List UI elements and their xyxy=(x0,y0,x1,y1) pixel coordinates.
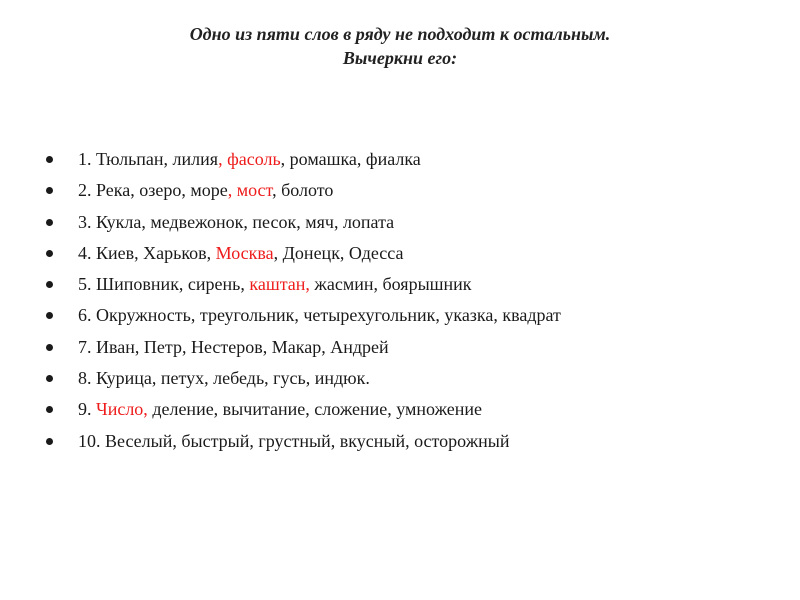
bullet-icon xyxy=(46,438,53,445)
word-text: 7. Иван, Петр, Нестеров, Макар, Андрей xyxy=(78,336,389,357)
odd-word: , мост xyxy=(227,180,273,201)
title-line-1: Одно из пяти слов в ряду не подходит к остальным. xyxy=(189,24,611,44)
word-text: 2. Река, озеро, море xyxy=(78,180,228,201)
word-text: жасмин, боярышник xyxy=(309,274,472,295)
bullet-icon xyxy=(46,406,53,413)
word-text: 9. xyxy=(78,399,96,420)
bullet-icon xyxy=(46,375,53,382)
bullet-icon xyxy=(46,281,53,288)
list-item xyxy=(40,334,780,365)
bullet-icon xyxy=(46,156,53,163)
list-item xyxy=(40,302,780,333)
word-text: , ромашка, фиалка xyxy=(280,149,421,169)
word-text: 4. Киев, Харьков, xyxy=(78,242,216,263)
bullet-icon xyxy=(46,187,53,194)
list-item xyxy=(40,271,780,302)
odd-word: Число, xyxy=(96,399,148,420)
list-item xyxy=(40,146,780,177)
word-text: 6. Окружность, треугольник, четырехугольник, указка, квадрат xyxy=(78,305,561,326)
list-item xyxy=(40,240,780,271)
bullet-icon xyxy=(46,219,53,226)
list-item xyxy=(40,428,780,459)
bullet-icon xyxy=(46,250,53,257)
word-text: , болото xyxy=(272,180,334,201)
list-item xyxy=(40,396,780,427)
list-item xyxy=(40,365,780,396)
word-text: 1. Тюльпан, лилия xyxy=(78,149,219,169)
title-line-2: Вычеркни его: xyxy=(342,48,458,68)
slide-title xyxy=(0,22,800,70)
word-text: , Донецк, Одесса xyxy=(273,242,404,263)
word-text: 8. Курица, петух, лебедь, гусь, индюк. xyxy=(78,368,370,389)
word-text: 3. Кукла, медвежонок, песок, мяч, лопата xyxy=(78,211,395,232)
odd-word: , фасоль xyxy=(218,149,281,169)
word-list xyxy=(40,146,780,459)
odd-word: Москва xyxy=(215,242,274,263)
odd-word: каштан, xyxy=(249,274,310,295)
word-text: деление, вычитание, сложение, умножение xyxy=(147,399,483,420)
word-text: 10. Веселый, быстрый, грустный, вкусный, осторожный xyxy=(78,430,510,451)
list-item xyxy=(40,177,780,208)
word-text: 5. Шиповник, сирень, xyxy=(78,274,250,295)
list-item xyxy=(40,209,780,240)
bullet-icon xyxy=(46,312,53,319)
bullet-icon xyxy=(46,344,53,351)
